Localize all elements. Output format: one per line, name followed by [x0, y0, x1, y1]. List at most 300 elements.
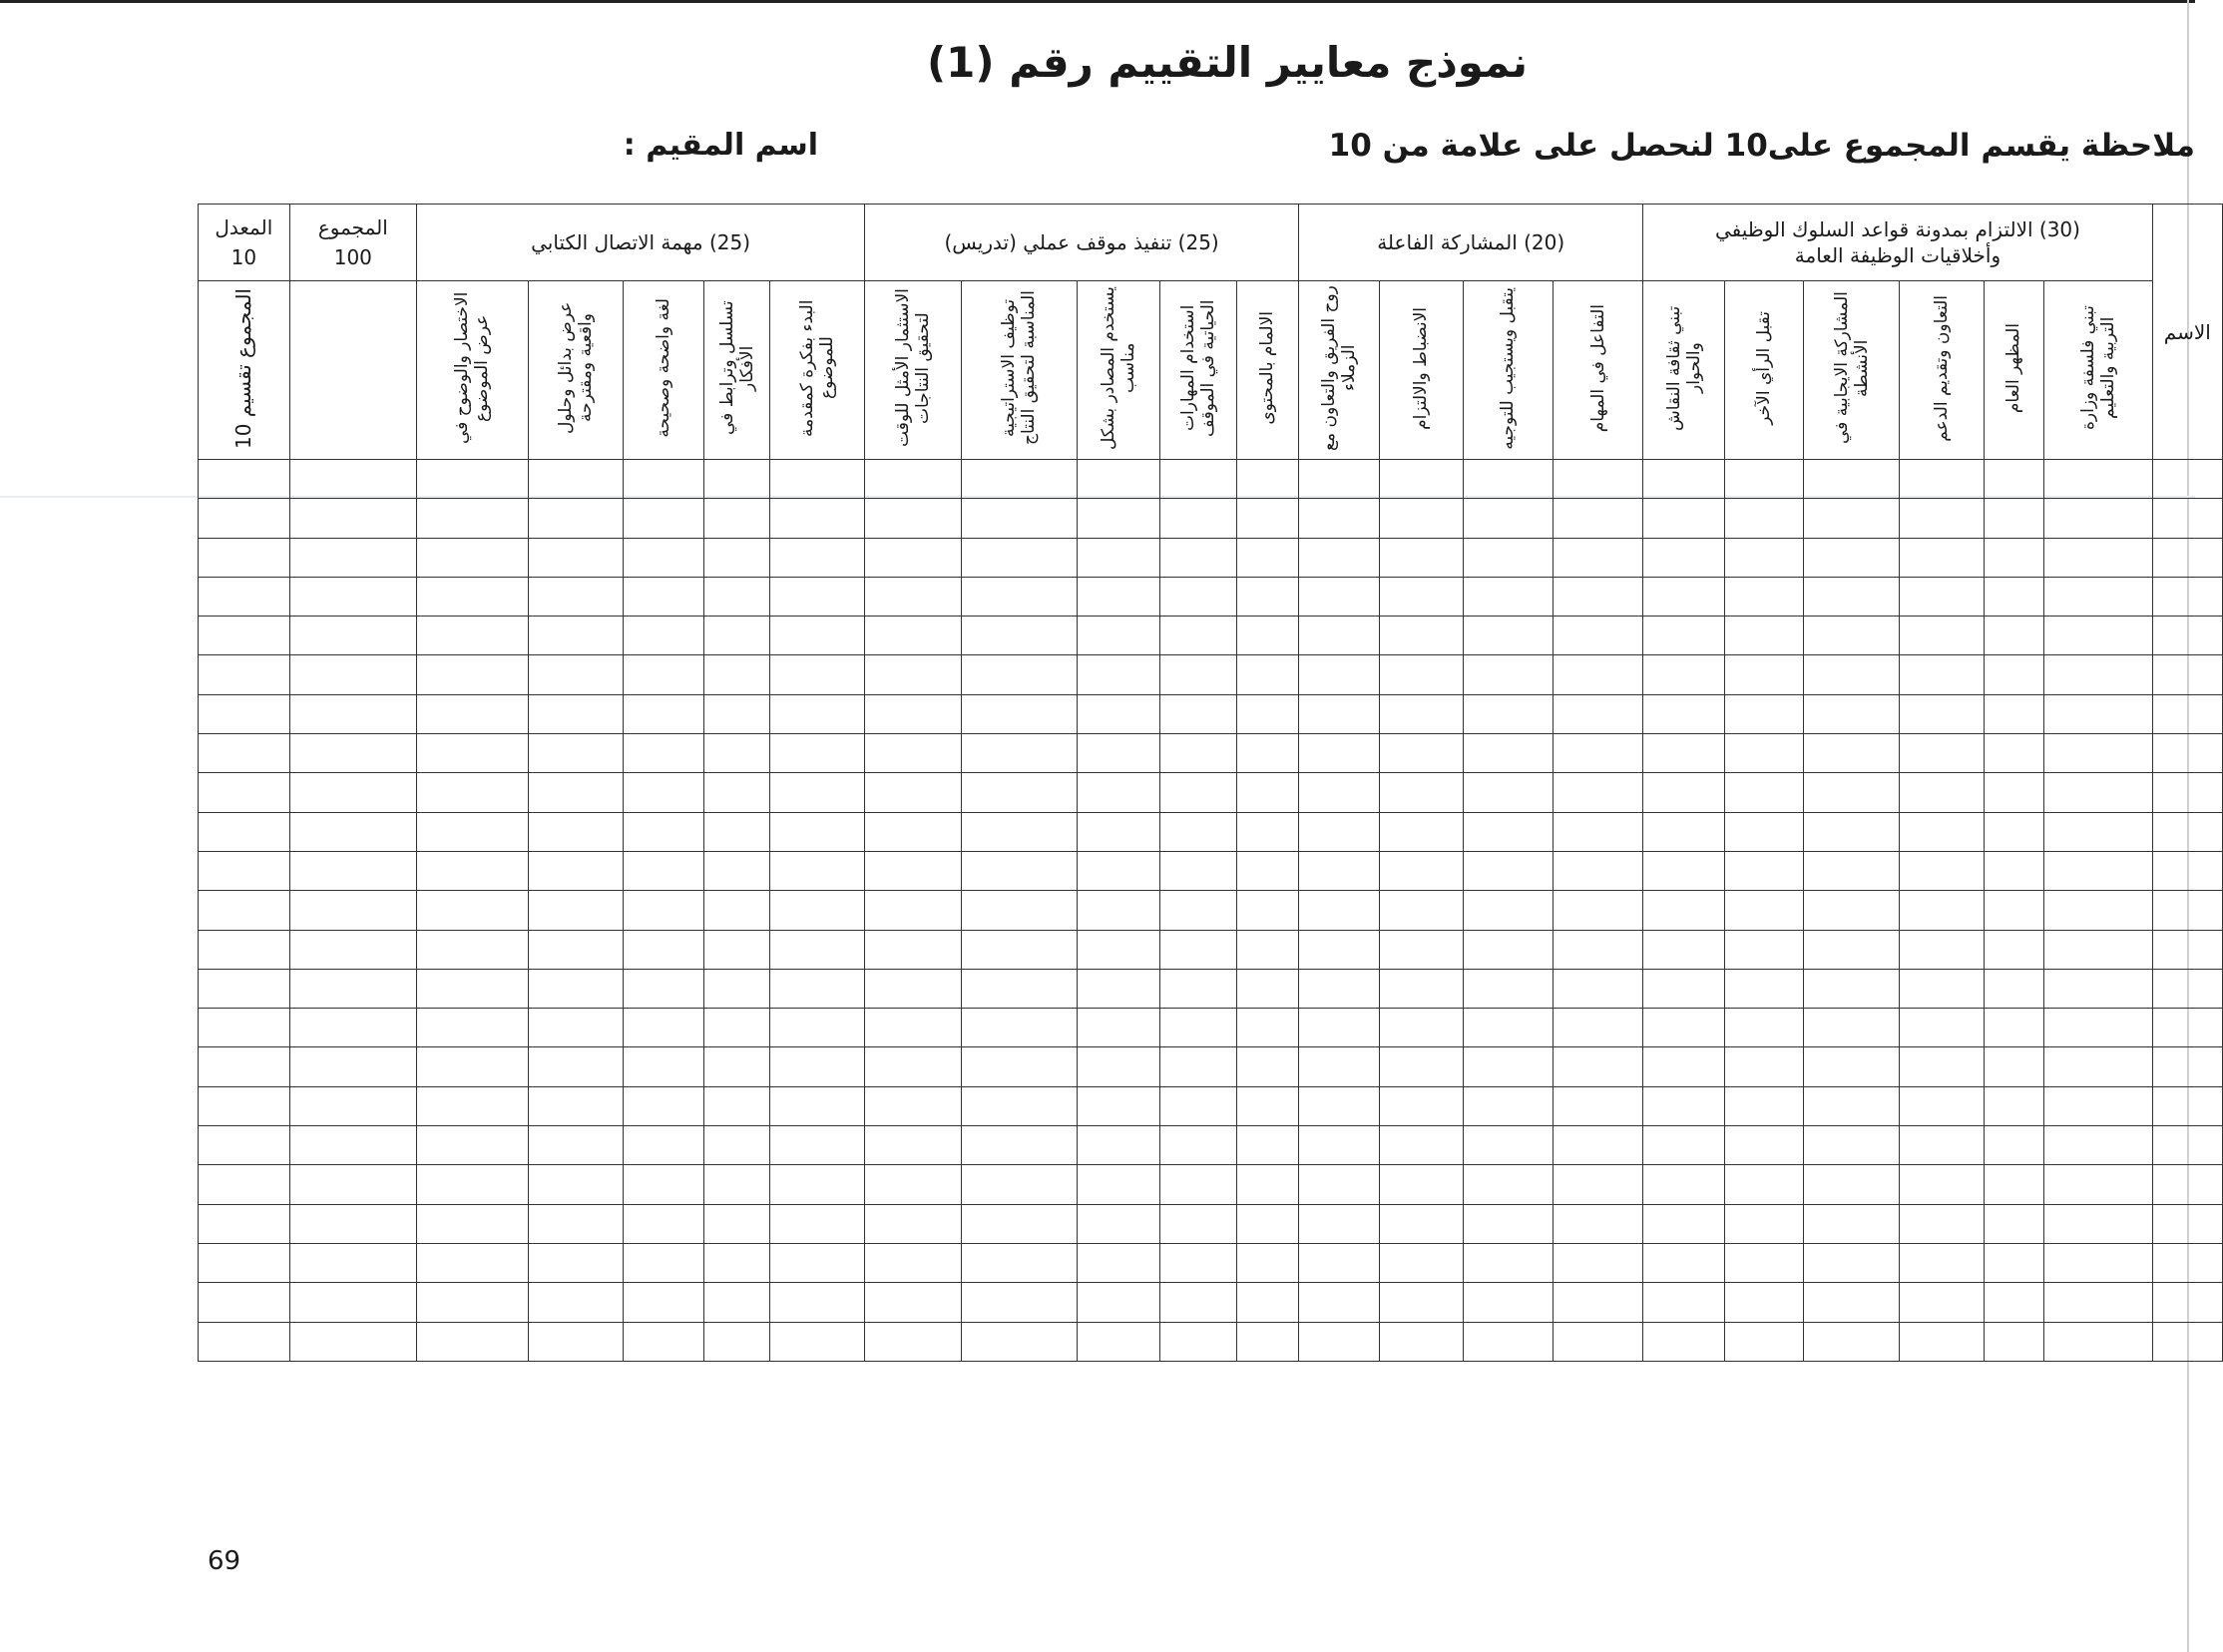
score-cell[interactable] — [2152, 577, 2222, 616]
score-cell[interactable] — [1984, 1047, 2043, 1086]
score-cell[interactable] — [1553, 851, 1643, 890]
score-cell[interactable] — [961, 694, 1077, 733]
score-cell[interactable] — [1724, 1165, 1803, 1204]
score-cell[interactable] — [1236, 655, 1298, 694]
score-cell[interactable] — [1464, 1322, 1554, 1361]
score-cell[interactable] — [2152, 1283, 2222, 1322]
score-cell[interactable] — [1236, 1322, 1298, 1361]
score-cell[interactable] — [1643, 851, 1724, 890]
score-cell[interactable] — [1078, 1047, 1159, 1086]
score-cell[interactable] — [1899, 577, 1984, 616]
score-cell[interactable] — [2152, 460, 2222, 499]
score-cell[interactable] — [770, 1204, 865, 1243]
score-cell[interactable] — [1379, 694, 1464, 733]
score-cell[interactable] — [1984, 969, 2043, 1008]
score-cell[interactable] — [1299, 655, 1379, 694]
score-cell[interactable] — [1984, 1086, 2043, 1125]
score-cell[interactable] — [1984, 1243, 2043, 1282]
score-cell[interactable] — [199, 1283, 290, 1322]
score-cell[interactable] — [2152, 1009, 2222, 1047]
score-cell[interactable] — [1299, 499, 1379, 538]
score-cell[interactable] — [2043, 460, 2152, 499]
score-cell[interactable] — [1379, 1009, 1464, 1047]
score-cell[interactable] — [1899, 1009, 1984, 1047]
score-cell[interactable] — [289, 577, 416, 616]
score-cell[interactable] — [1899, 1086, 1984, 1125]
score-cell[interactable] — [1899, 538, 1984, 577]
score-cell[interactable] — [770, 1322, 865, 1361]
score-cell[interactable] — [623, 891, 703, 930]
score-cell[interactable] — [704, 499, 770, 538]
score-cell[interactable] — [1159, 812, 1236, 851]
score-cell[interactable] — [704, 1086, 770, 1125]
score-cell[interactable] — [289, 930, 416, 969]
score-cell[interactable] — [623, 773, 703, 812]
score-cell[interactable] — [1299, 1243, 1379, 1282]
score-cell[interactable] — [1984, 694, 2043, 733]
score-cell[interactable] — [704, 1126, 770, 1165]
score-cell[interactable] — [1643, 773, 1724, 812]
score-cell[interactable] — [1078, 460, 1159, 499]
score-cell[interactable] — [1553, 1165, 1643, 1204]
score-cell[interactable] — [289, 1086, 416, 1125]
score-cell[interactable] — [704, 891, 770, 930]
score-cell[interactable] — [1464, 538, 1554, 577]
score-cell[interactable] — [1078, 1126, 1159, 1165]
score-cell[interactable] — [289, 1283, 416, 1322]
score-cell[interactable] — [704, 930, 770, 969]
score-cell[interactable] — [1553, 734, 1643, 773]
score-cell[interactable] — [961, 969, 1077, 1008]
score-cell[interactable] — [416, 734, 528, 773]
score-cell[interactable] — [1078, 694, 1159, 733]
score-cell[interactable] — [1724, 1283, 1803, 1322]
score-cell[interactable] — [2043, 969, 2152, 1008]
score-cell[interactable] — [1899, 812, 1984, 851]
score-cell[interactable] — [1299, 773, 1379, 812]
score-cell[interactable] — [623, 734, 703, 773]
score-cell[interactable] — [199, 773, 290, 812]
score-cell[interactable] — [623, 1204, 703, 1243]
score-cell[interactable] — [1804, 1086, 1900, 1125]
score-cell[interactable] — [1804, 1165, 1900, 1204]
score-cell[interactable] — [529, 812, 624, 851]
score-cell[interactable] — [1724, 1126, 1803, 1165]
score-cell[interactable] — [1379, 930, 1464, 969]
score-cell[interactable] — [1299, 969, 1379, 1008]
score-cell[interactable] — [704, 734, 770, 773]
score-cell[interactable] — [961, 812, 1077, 851]
score-cell[interactable] — [416, 1243, 528, 1282]
score-cell[interactable] — [623, 812, 703, 851]
score-cell[interactable] — [1236, 1283, 1298, 1322]
score-cell[interactable] — [961, 851, 1077, 890]
score-cell[interactable] — [865, 617, 962, 655]
score-cell[interactable] — [1299, 538, 1379, 577]
score-cell[interactable] — [1299, 1322, 1379, 1361]
score-cell[interactable] — [1159, 1243, 1236, 1282]
score-cell[interactable] — [199, 694, 290, 733]
score-cell[interactable] — [770, 694, 865, 733]
score-cell[interactable] — [529, 969, 624, 1008]
score-cell[interactable] — [1159, 1086, 1236, 1125]
score-cell[interactable] — [623, 1047, 703, 1086]
score-cell[interactable] — [1804, 460, 1900, 499]
score-cell[interactable] — [1464, 1009, 1554, 1047]
score-cell[interactable] — [770, 773, 865, 812]
score-cell[interactable] — [865, 1165, 962, 1204]
score-cell[interactable] — [1553, 655, 1643, 694]
score-cell[interactable] — [529, 734, 624, 773]
score-cell[interactable] — [2152, 538, 2222, 577]
score-cell[interactable] — [623, 538, 703, 577]
score-cell[interactable] — [1724, 734, 1803, 773]
score-cell[interactable] — [1553, 812, 1643, 851]
score-cell[interactable] — [1643, 1086, 1724, 1125]
score-cell[interactable] — [1643, 1322, 1724, 1361]
score-cell[interactable] — [199, 538, 290, 577]
score-cell[interactable] — [199, 734, 290, 773]
score-cell[interactable] — [1078, 773, 1159, 812]
score-cell[interactable] — [1379, 655, 1464, 694]
score-cell[interactable] — [1464, 851, 1554, 890]
score-cell[interactable] — [1643, 1009, 1724, 1047]
score-cell[interactable] — [1464, 1086, 1554, 1125]
score-cell[interactable] — [416, 930, 528, 969]
score-cell[interactable] — [1379, 891, 1464, 930]
score-cell[interactable] — [865, 694, 962, 733]
score-cell[interactable] — [1464, 969, 1554, 1008]
score-cell[interactable] — [416, 812, 528, 851]
score-cell[interactable] — [1159, 655, 1236, 694]
score-cell[interactable] — [865, 538, 962, 577]
score-cell[interactable] — [704, 617, 770, 655]
score-cell[interactable] — [529, 460, 624, 499]
score-cell[interactable] — [2152, 1086, 2222, 1125]
score-cell[interactable] — [1236, 538, 1298, 577]
score-cell[interactable] — [1553, 969, 1643, 1008]
score-cell[interactable] — [2152, 617, 2222, 655]
score-cell[interactable] — [865, 1086, 962, 1125]
score-cell[interactable] — [1236, 1086, 1298, 1125]
score-cell[interactable] — [1899, 734, 1984, 773]
score-cell[interactable] — [416, 1126, 528, 1165]
score-cell[interactable] — [961, 930, 1077, 969]
score-cell[interactable] — [1899, 1243, 1984, 1282]
score-cell[interactable] — [865, 655, 962, 694]
score-cell[interactable] — [1899, 694, 1984, 733]
score-cell[interactable] — [704, 1283, 770, 1322]
score-cell[interactable] — [1464, 460, 1554, 499]
score-cell[interactable] — [1159, 460, 1236, 499]
score-cell[interactable] — [416, 694, 528, 733]
score-cell[interactable] — [199, 851, 290, 890]
score-cell[interactable] — [529, 851, 624, 890]
score-cell[interactable] — [1299, 891, 1379, 930]
score-cell[interactable] — [1899, 930, 1984, 969]
score-cell[interactable] — [1236, 969, 1298, 1008]
score-cell[interactable] — [1159, 851, 1236, 890]
score-cell[interactable] — [704, 1165, 770, 1204]
score-cell[interactable] — [865, 1047, 962, 1086]
score-cell[interactable] — [1643, 1204, 1724, 1243]
score-cell[interactable] — [704, 1047, 770, 1086]
score-cell[interactable] — [623, 577, 703, 616]
score-cell[interactable] — [961, 1126, 1077, 1165]
score-cell[interactable] — [623, 1126, 703, 1165]
score-cell[interactable] — [1553, 694, 1643, 733]
score-cell[interactable] — [623, 1283, 703, 1322]
score-cell[interactable] — [770, 969, 865, 1008]
score-cell[interactable] — [1724, 499, 1803, 538]
score-cell[interactable] — [704, 1243, 770, 1282]
score-cell[interactable] — [1464, 1204, 1554, 1243]
score-cell[interactable] — [623, 969, 703, 1008]
score-cell[interactable] — [2043, 1283, 2152, 1322]
score-cell[interactable] — [623, 1009, 703, 1047]
score-cell[interactable] — [199, 812, 290, 851]
score-cell[interactable] — [961, 773, 1077, 812]
score-cell[interactable] — [1236, 1126, 1298, 1165]
score-cell[interactable] — [961, 655, 1077, 694]
score-cell[interactable] — [770, 655, 865, 694]
score-cell[interactable] — [1724, 1204, 1803, 1243]
score-cell[interactable] — [961, 1243, 1077, 1282]
score-cell[interactable] — [1724, 1009, 1803, 1047]
score-cell[interactable] — [199, 969, 290, 1008]
score-cell[interactable] — [289, 655, 416, 694]
score-cell[interactable] — [1299, 577, 1379, 616]
score-cell[interactable] — [1379, 1283, 1464, 1322]
score-cell[interactable] — [1159, 617, 1236, 655]
score-cell[interactable] — [623, 1086, 703, 1125]
score-cell[interactable] — [1643, 1047, 1724, 1086]
score-cell[interactable] — [1553, 1283, 1643, 1322]
score-cell[interactable] — [1804, 773, 1900, 812]
score-cell[interactable] — [416, 538, 528, 577]
score-cell[interactable] — [1643, 694, 1724, 733]
score-cell[interactable] — [1159, 1322, 1236, 1361]
score-cell[interactable] — [289, 499, 416, 538]
score-cell[interactable] — [199, 1047, 290, 1086]
score-cell[interactable] — [1379, 1322, 1464, 1361]
score-cell[interactable] — [1159, 1047, 1236, 1086]
score-cell[interactable] — [1724, 969, 1803, 1008]
score-cell[interactable] — [1159, 694, 1236, 733]
score-cell[interactable] — [1643, 930, 1724, 969]
score-cell[interactable] — [865, 1322, 962, 1361]
score-cell[interactable] — [1553, 460, 1643, 499]
score-cell[interactable] — [1379, 969, 1464, 1008]
score-cell[interactable] — [1643, 655, 1724, 694]
score-cell[interactable] — [1804, 499, 1900, 538]
score-cell[interactable] — [2043, 694, 2152, 733]
score-cell[interactable] — [865, 734, 962, 773]
score-cell[interactable] — [1078, 655, 1159, 694]
score-cell[interactable] — [199, 577, 290, 616]
score-cell[interactable] — [2043, 773, 2152, 812]
score-cell[interactable] — [1464, 655, 1554, 694]
score-cell[interactable] — [1078, 1009, 1159, 1047]
score-cell[interactable] — [289, 1126, 416, 1165]
score-cell[interactable] — [865, 499, 962, 538]
score-cell[interactable] — [1299, 460, 1379, 499]
score-cell[interactable] — [1379, 812, 1464, 851]
score-cell[interactable] — [770, 617, 865, 655]
score-cell[interactable] — [1553, 1047, 1643, 1086]
score-cell[interactable] — [529, 930, 624, 969]
score-cell[interactable] — [1984, 617, 2043, 655]
score-cell[interactable] — [199, 1126, 290, 1165]
score-cell[interactable] — [1236, 891, 1298, 930]
score-cell[interactable] — [1899, 655, 1984, 694]
score-cell[interactable] — [623, 499, 703, 538]
score-cell[interactable] — [623, 694, 703, 733]
score-cell[interactable] — [1159, 1165, 1236, 1204]
score-cell[interactable] — [2152, 891, 2222, 930]
score-cell[interactable] — [623, 1243, 703, 1282]
score-cell[interactable] — [1643, 577, 1724, 616]
score-cell[interactable] — [1984, 891, 2043, 930]
score-cell[interactable] — [1643, 617, 1724, 655]
score-cell[interactable] — [1804, 1283, 1900, 1322]
score-cell[interactable] — [1159, 577, 1236, 616]
score-cell[interactable] — [2043, 1243, 2152, 1282]
score-cell[interactable] — [1553, 1086, 1643, 1125]
score-cell[interactable] — [1804, 1009, 1900, 1047]
score-cell[interactable] — [1236, 460, 1298, 499]
score-cell[interactable] — [704, 460, 770, 499]
score-cell[interactable] — [1078, 538, 1159, 577]
score-cell[interactable] — [1643, 499, 1724, 538]
score-cell[interactable] — [623, 460, 703, 499]
score-cell[interactable] — [2043, 734, 2152, 773]
score-cell[interactable] — [1078, 891, 1159, 930]
score-cell[interactable] — [1078, 851, 1159, 890]
score-cell[interactable] — [1464, 773, 1554, 812]
score-cell[interactable] — [1553, 577, 1643, 616]
score-cell[interactable] — [1299, 1283, 1379, 1322]
score-cell[interactable] — [1984, 655, 2043, 694]
score-cell[interactable] — [529, 1283, 624, 1322]
score-cell[interactable] — [289, 969, 416, 1008]
score-cell[interactable] — [1899, 1322, 1984, 1361]
score-cell[interactable] — [1379, 734, 1464, 773]
score-cell[interactable] — [961, 734, 1077, 773]
score-cell[interactable] — [1236, 577, 1298, 616]
score-cell[interactable] — [704, 1204, 770, 1243]
score-cell[interactable] — [416, 1204, 528, 1243]
score-cell[interactable] — [1724, 655, 1803, 694]
score-cell[interactable] — [1464, 1047, 1554, 1086]
score-cell[interactable] — [1078, 499, 1159, 538]
score-cell[interactable] — [289, 734, 416, 773]
score-cell[interactable] — [1984, 1009, 2043, 1047]
score-cell[interactable] — [1724, 694, 1803, 733]
score-cell[interactable] — [1899, 617, 1984, 655]
score-cell[interactable] — [2152, 1047, 2222, 1086]
score-cell[interactable] — [1078, 812, 1159, 851]
score-cell[interactable] — [2043, 1086, 2152, 1125]
score-cell[interactable] — [199, 891, 290, 930]
score-cell[interactable] — [623, 617, 703, 655]
score-cell[interactable] — [289, 851, 416, 890]
score-cell[interactable] — [1804, 1047, 1900, 1086]
score-cell[interactable] — [865, 930, 962, 969]
score-cell[interactable] — [770, 1283, 865, 1322]
score-cell[interactable] — [1078, 1283, 1159, 1322]
score-cell[interactable] — [1299, 930, 1379, 969]
score-cell[interactable] — [1553, 499, 1643, 538]
score-cell[interactable] — [1236, 1009, 1298, 1047]
score-cell[interactable] — [865, 851, 962, 890]
score-cell[interactable] — [1078, 577, 1159, 616]
score-cell[interactable] — [1379, 1047, 1464, 1086]
score-cell[interactable] — [1078, 930, 1159, 969]
score-cell[interactable] — [2152, 1204, 2222, 1243]
score-cell[interactable] — [1804, 812, 1900, 851]
score-cell[interactable] — [416, 617, 528, 655]
score-cell[interactable] — [1984, 734, 2043, 773]
score-cell[interactable] — [289, 1165, 416, 1204]
score-cell[interactable] — [2152, 499, 2222, 538]
score-cell[interactable] — [770, 1047, 865, 1086]
score-cell[interactable] — [1236, 773, 1298, 812]
score-cell[interactable] — [1379, 1165, 1464, 1204]
score-cell[interactable] — [529, 1009, 624, 1047]
score-cell[interactable] — [1804, 891, 1900, 930]
score-cell[interactable] — [199, 930, 290, 969]
score-cell[interactable] — [289, 1047, 416, 1086]
score-cell[interactable] — [416, 1047, 528, 1086]
score-cell[interactable] — [1379, 1086, 1464, 1125]
score-cell[interactable] — [289, 694, 416, 733]
score-cell[interactable] — [289, 617, 416, 655]
score-cell[interactable] — [961, 1009, 1077, 1047]
score-cell[interactable] — [1299, 694, 1379, 733]
score-cell[interactable] — [623, 930, 703, 969]
score-cell[interactable] — [416, 1283, 528, 1322]
score-cell[interactable] — [2043, 617, 2152, 655]
score-cell[interactable] — [1464, 577, 1554, 616]
score-cell[interactable] — [416, 1086, 528, 1125]
score-cell[interactable] — [770, 460, 865, 499]
score-cell[interactable] — [1899, 1126, 1984, 1165]
score-cell[interactable] — [1159, 499, 1236, 538]
score-cell[interactable] — [1464, 1283, 1554, 1322]
score-cell[interactable] — [1553, 538, 1643, 577]
score-cell[interactable] — [770, 1086, 865, 1125]
score-cell[interactable] — [961, 1322, 1077, 1361]
score-cell[interactable] — [1553, 1204, 1643, 1243]
score-cell[interactable] — [961, 577, 1077, 616]
score-cell[interactable] — [2043, 1204, 2152, 1243]
score-cell[interactable] — [1899, 460, 1984, 499]
score-cell[interactable] — [1379, 617, 1464, 655]
score-cell[interactable] — [2043, 538, 2152, 577]
score-cell[interactable] — [2152, 694, 2222, 733]
score-cell[interactable] — [704, 773, 770, 812]
score-cell[interactable] — [770, 734, 865, 773]
score-cell[interactable] — [1299, 1204, 1379, 1243]
score-cell[interactable] — [2152, 1126, 2222, 1165]
score-cell[interactable] — [1159, 1009, 1236, 1047]
score-cell[interactable] — [1804, 538, 1900, 577]
score-cell[interactable] — [1379, 1243, 1464, 1282]
score-cell[interactable] — [416, 499, 528, 538]
score-cell[interactable] — [289, 891, 416, 930]
score-cell[interactable] — [1643, 460, 1724, 499]
